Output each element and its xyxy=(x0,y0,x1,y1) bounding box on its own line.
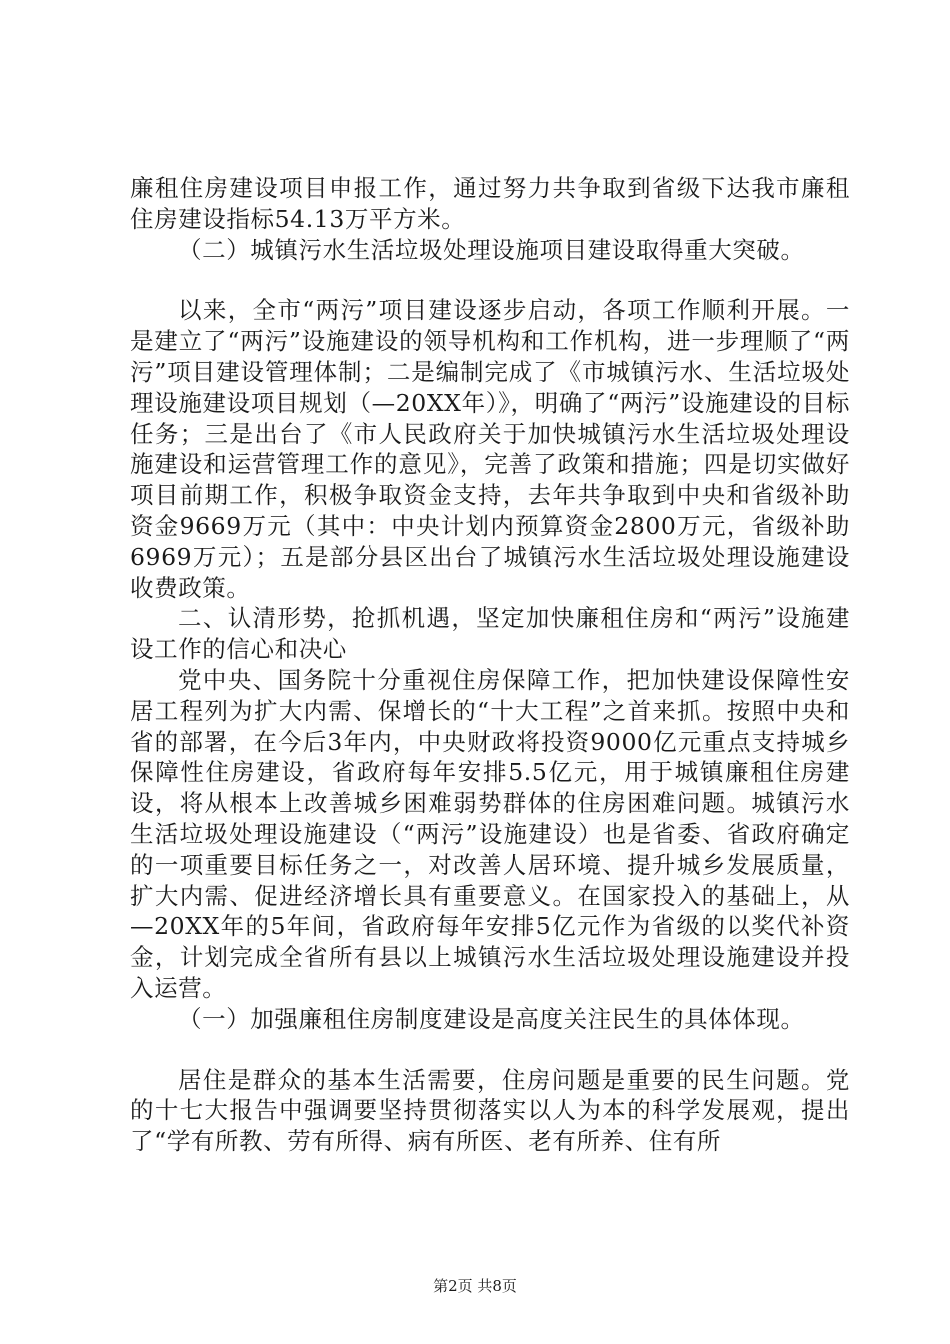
paragraph-livelihood: 居住是群众的基本生活需要，住房问题是重要的民生问题。党的十七大报告中强调要坚持贯彻落实以人为本的科学发展观，提出了“学有所教、劳有所得、病有所医、老有所养、住有所 xyxy=(130,1065,850,1156)
paragraph-two-pollution-progress: 以来，全市“两污”项目建设逐步启动，各项工作顺利开展。一是建立了“两污”设施建设的领导机构和工作机构，进一步理顺了“两污”项目建设管理体制；二是编制完成了《市城镇污水、生活垃圾处理设施建设项目规划（—20XX年）》，明确了“两污”设施建设的目标任务；三是出台了《市人民政府关于加快城镇污水生活垃圾处理设施建设和运营管理工作的意见》，完善了政策和措施；四是切实做好项目前期工作，积极争取资金支持，去年共争取到中央和省级补助资金9669万元（其中：中央计划内预算资金2800万元，省级补助6969万元）；五是部分县区出台了城镇污水生活垃圾处理设施建设收费政策。 xyxy=(130,296,850,602)
document-body xyxy=(130,173,850,1157)
heading-housing-system: （一）加强廉租住房制度建设是高度关注民生的具体体现。 xyxy=(178,1004,805,1033)
page-footer: 第2页 共8页 xyxy=(433,1277,517,1295)
paragraph-central-policy: 党中央、国务院十分重视住房保障工作，把加快建设保障性安居工程列为扩大内需、保增长的“十大工程”之首来抓。按照中央和省的部署，在今后3年内，中央财政将投资9000亿元重点支持城乡保障性住房建设，省政府每年安排5.5亿元，用于城镇廉租住房建设，将从根本上改善城乡困难弱势群体的住房困难问题。城镇污水生活垃圾处理设施建设（“两污”设施建设）也是省委、省政府确定的一项重要目标任务之一，对改善人居环境、提升城乡发展质量，扩大内需、促进经济增长具有重要意义。在国家投入的基础上，从—20XX年的5年间，省政府每年安排5亿元作为省级的以奖代补资金，计划完成全省所有县以上城镇污水生活垃圾处理设施建设并投入运营。 xyxy=(130,665,850,1002)
heading-sewage-breakthrough: （二）城镇污水生活垃圾处理设施项目建设取得重大突破。 xyxy=(178,235,805,264)
paragraph-housing-quota: 廉租住房建设项目申报工作，通过努力共争取到省级下达我市廉租住房建设指标54.13万平方米。 xyxy=(130,174,850,233)
heading-section-two: 二、认清形势，抢抓机遇，坚定加快廉租住房和“两污”设施建设工作的信心和决心 xyxy=(130,604,850,664)
